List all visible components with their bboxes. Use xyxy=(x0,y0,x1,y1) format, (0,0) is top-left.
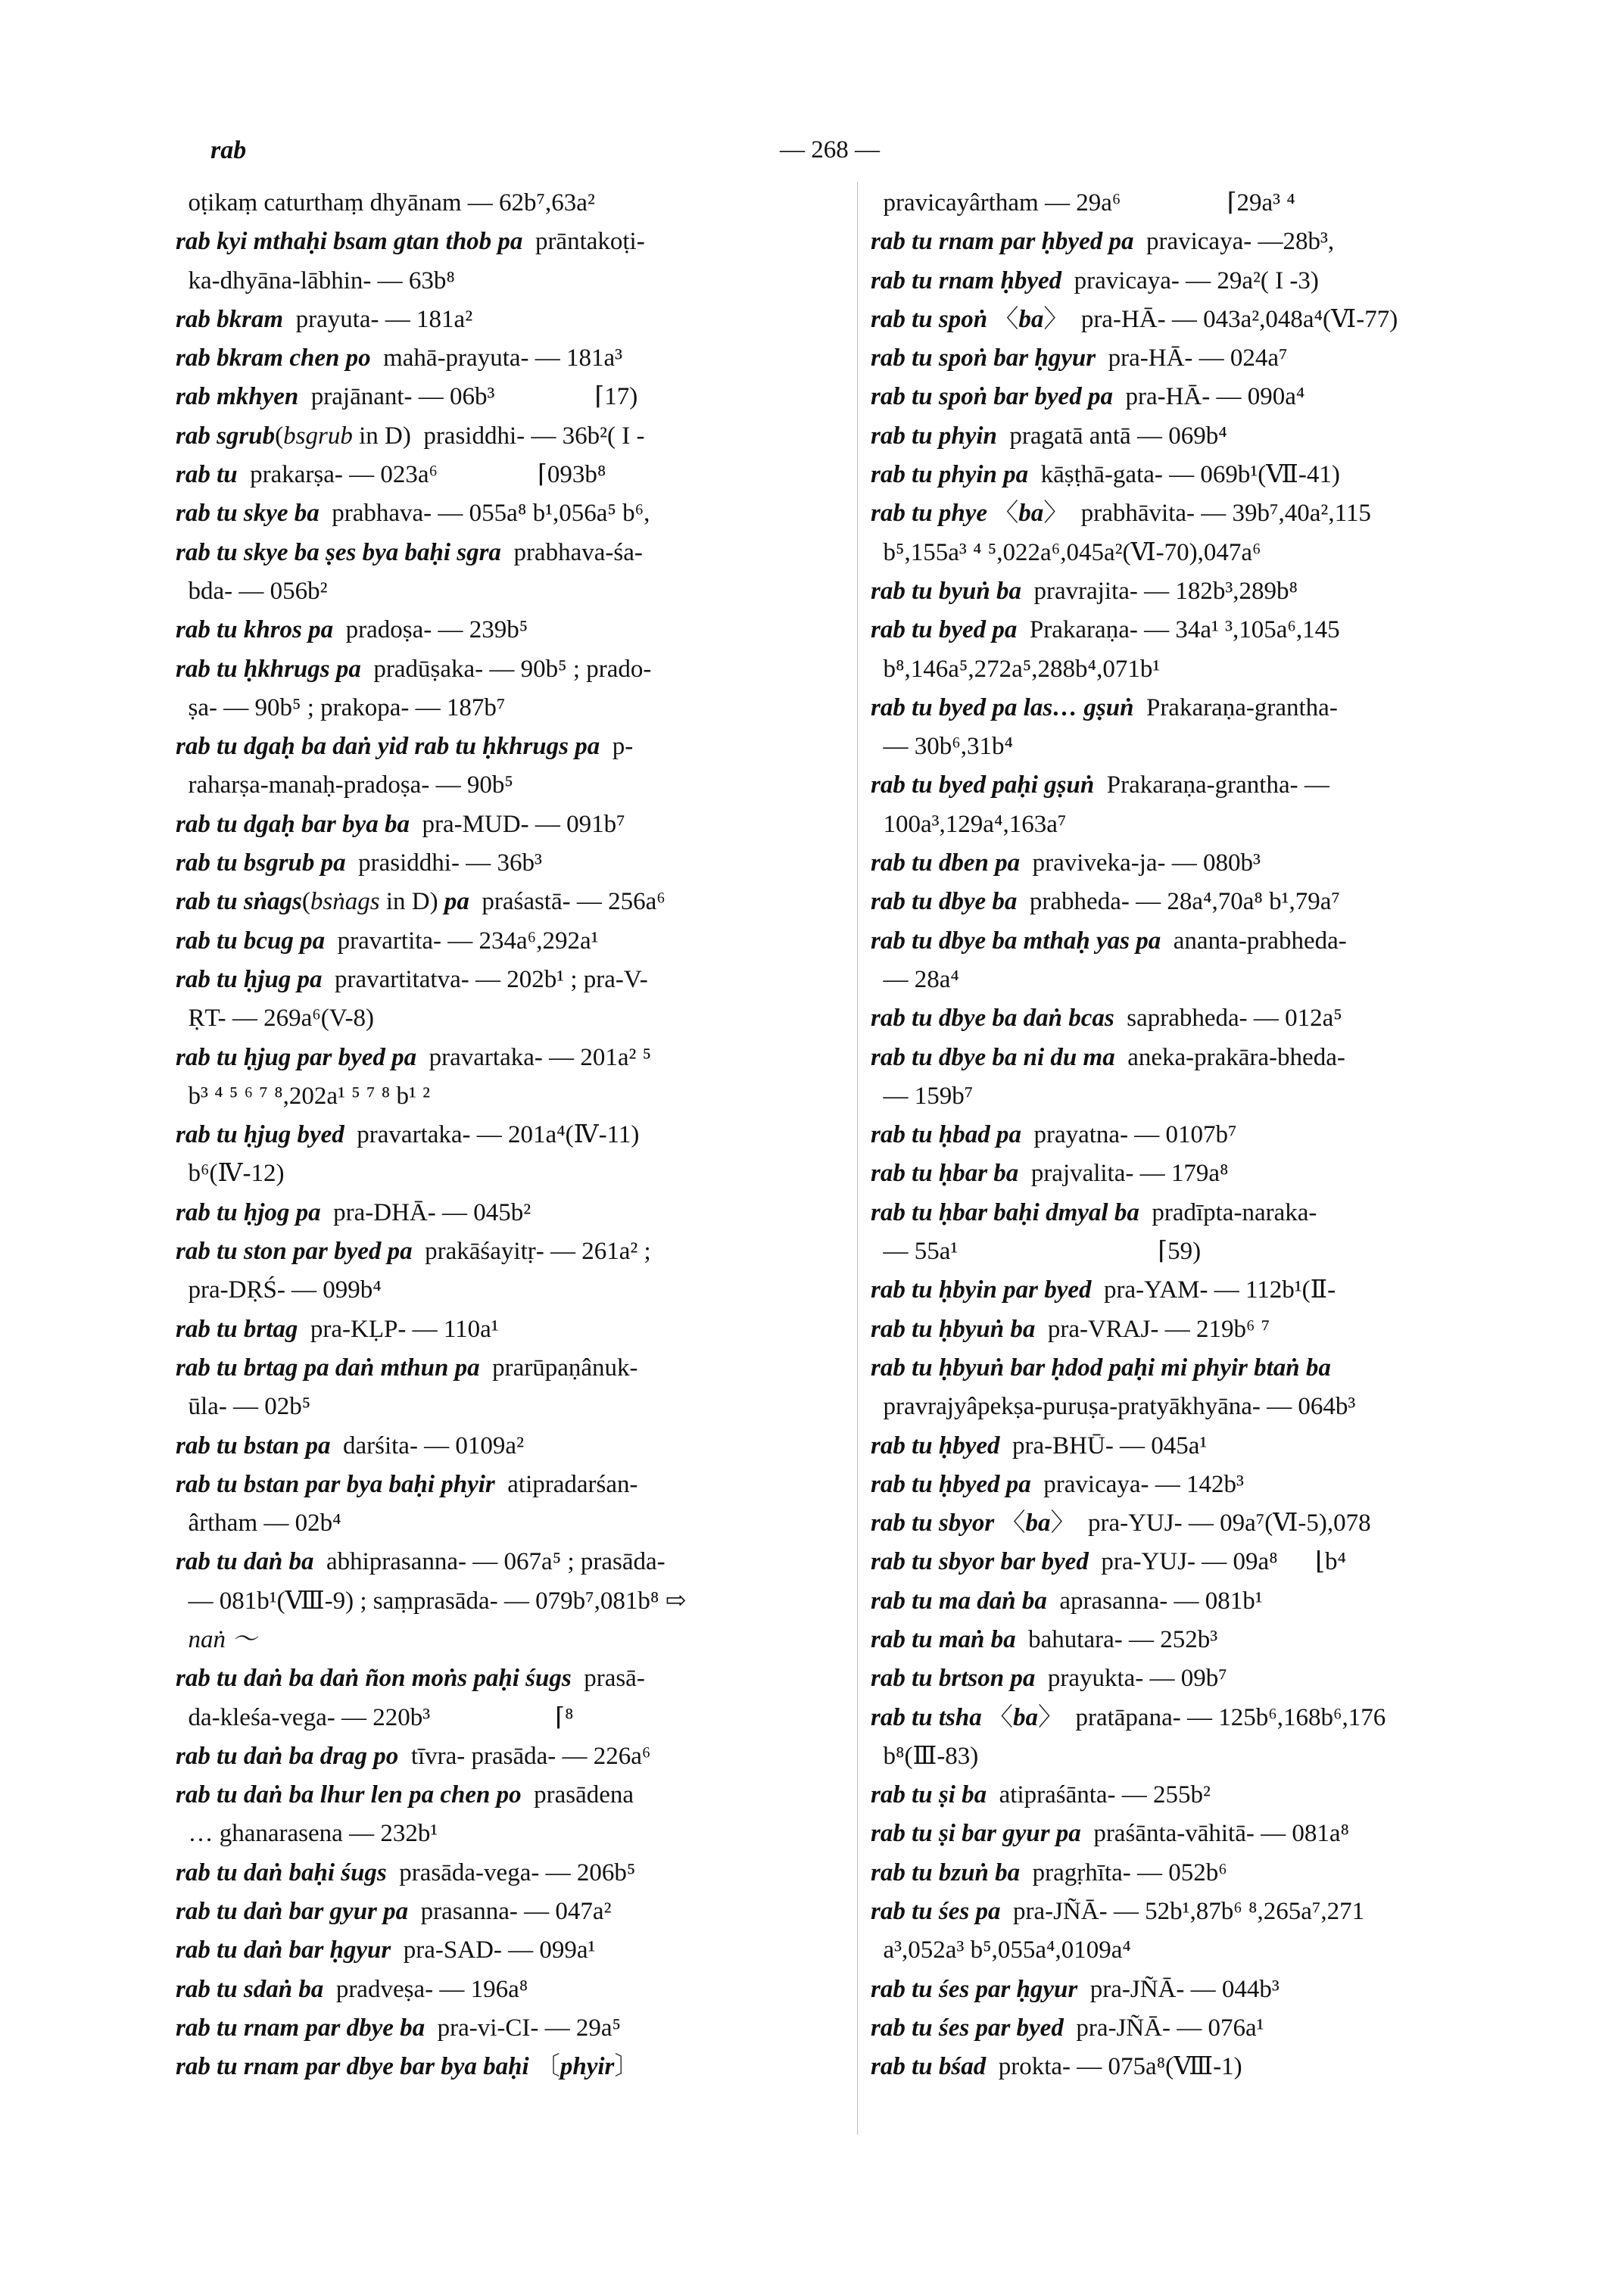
entry-line xyxy=(871,494,1507,533)
tibetan-term: rab tu spoṅ bar byed pa xyxy=(871,383,1113,411)
entry-text: Prakaraṇa-grantha- — xyxy=(1094,771,1329,799)
entry-text: pravrajyâpekṣa-puruṣa-pratyākhyāna- — 064b³ xyxy=(871,1393,1356,1421)
entry-text: pra-JÑĀ- — 076a¹ xyxy=(1063,2014,1264,2042)
tibetan-term: rab kyi mthaḥi bsam gtan thob pa xyxy=(176,228,523,256)
entry-line xyxy=(176,223,812,261)
tibetan-term: rab tu phyin pa xyxy=(871,461,1029,489)
tibetan-term: rab bkram chen po xyxy=(176,344,371,372)
entry-text: prayukta- — 09b⁷ xyxy=(1035,1665,1227,1693)
entry-text: prarūpaṇânuk- xyxy=(479,1354,638,1382)
entry-text: 〈 xyxy=(994,1509,1026,1537)
entry-text: pragatā antā — 069b⁴ xyxy=(996,422,1227,450)
entry-line xyxy=(176,1116,812,1154)
entry-text: pravartita- — 234a⁶,292a¹ xyxy=(325,927,599,955)
entry-line xyxy=(871,766,1507,805)
tibetan-term: rab tu ston par byed pa xyxy=(176,1238,413,1266)
entry-line xyxy=(176,1388,812,1426)
tibetan-term: rab tu brtag xyxy=(176,1315,298,1343)
entry-text: prabheda- — 28a⁴,70a⁸ b¹,79a⁷ xyxy=(1017,888,1340,916)
tibetan-term: rab tu śes pa xyxy=(871,1898,1001,1926)
entry-text: pra-DHĀ- — 045b² xyxy=(320,1198,531,1226)
entry-line xyxy=(176,417,812,456)
entry-line xyxy=(176,184,812,223)
entry-line xyxy=(176,766,812,805)
entry-text: ananta-prabheda- xyxy=(1161,927,1347,955)
entry-line xyxy=(176,1659,812,1698)
entry-text: prasā- xyxy=(571,1665,645,1693)
entry-line xyxy=(871,611,1507,650)
entry-text: prakāśayitṛ- — 261a² ; xyxy=(412,1238,651,1266)
entry-text: prasādena xyxy=(521,1781,634,1809)
entry-text: kāṣṭhā-gata- — 069b¹(Ⅶ-41) xyxy=(1028,461,1340,489)
entry-line xyxy=(176,727,812,766)
entry-text: tīvra- prasāda- — 226a⁶ xyxy=(398,1742,651,1770)
entry-line xyxy=(176,883,812,921)
entry-line xyxy=(871,1154,1507,1193)
entry-line xyxy=(176,1931,812,1970)
entry-text: praviveka-ja- — 080b³ xyxy=(1020,849,1261,877)
tibetan-term: rab tu daṅ bar gyur pa xyxy=(176,1898,409,1926)
tibetan-term: ba xyxy=(1018,500,1044,528)
entry-line xyxy=(871,1427,1507,1466)
entry-text: pra-SAD- — 099a¹ xyxy=(391,1936,596,1964)
entry-text: prabhava- — 055a⁸ b¹,056a⁵ b⁶, xyxy=(319,500,650,528)
entry-text: 100a³,129a⁴,163a⁷ xyxy=(871,810,1067,838)
entry-line xyxy=(176,961,812,999)
entry-text: pra-VRAJ- — 219b⁶ ⁷ xyxy=(1035,1315,1270,1343)
entry-line xyxy=(871,1039,1507,1077)
running-headword: rab xyxy=(210,136,247,164)
entry-text: abhiprasanna- — 067a⁵ ; prasāda- xyxy=(313,1548,665,1576)
entry-line xyxy=(176,689,812,727)
entry-text: 〈 xyxy=(987,500,1019,528)
tibetan-term: rab tu dbye ba mthaḥ yas pa xyxy=(871,927,1161,955)
entry-text: pra-HĀ- — 090a⁴ xyxy=(1112,383,1305,411)
entry-text: pragṛhīta- — 052b⁶ xyxy=(1020,1858,1227,1886)
entry-line xyxy=(176,378,812,416)
tibetan-term: rab bkram xyxy=(176,305,284,333)
entry-text: prayatna- — 0107b⁷ xyxy=(1021,1121,1237,1149)
tibetan-term: rab tu xyxy=(176,461,238,489)
entry-text: raharṣa-manaḥ-pradoṣa- — 90b⁵ xyxy=(176,771,513,799)
tibetan-term: rab tu dben pa xyxy=(871,849,1021,877)
entry-text: pra-BHŪ- — 045a¹ xyxy=(999,1432,1208,1460)
entry-line xyxy=(176,1154,812,1193)
tibetan-term: rab tu daṅ ba drag po xyxy=(176,1742,399,1770)
entry-line xyxy=(871,1699,1507,1737)
left-column xyxy=(176,184,812,2087)
tibetan-term: pa xyxy=(444,888,469,916)
running-head xyxy=(0,136,1624,174)
entry-line xyxy=(176,922,812,961)
tibetan-term: rab tu dbye ba xyxy=(871,888,1018,916)
entry-line xyxy=(176,1971,812,2009)
tibetan-term: rab tu khros pa xyxy=(176,616,334,644)
tibetan-term: rab tu daṅ ba daṅ ñon moṅs paḥi śugs xyxy=(176,1665,572,1693)
entry-text: pravartitatva- — 202b¹ ; pra-V- xyxy=(322,965,648,993)
entry-text: b³ ⁴ ⁵ ⁶ ⁷ ⁸,202a¹ ⁵ ⁷ ⁸ b¹ ² xyxy=(176,1082,431,1110)
entry-line xyxy=(871,727,1507,766)
entry-text: prokta- — 075a⁸(Ⅷ-1) xyxy=(986,2053,1242,2081)
tibetan-term: rab tu brtag pa daṅ mthun pa xyxy=(176,1354,480,1382)
right-column xyxy=(871,184,1507,2087)
entry-text: aneka-prakāra-bheda- xyxy=(1114,1043,1345,1071)
entry-line xyxy=(176,1194,812,1232)
tibetan-term: rab tu maṅ ba xyxy=(871,1625,1016,1653)
entry-text: pra-JÑĀ- — 044b³ xyxy=(1077,1975,1280,2003)
entry-line xyxy=(871,1466,1507,1504)
entry-text: ( xyxy=(301,888,310,916)
entry-text: pra-YAM- — 112b¹(Ⅱ- xyxy=(1091,1276,1336,1304)
entry-text: — 28a⁴ xyxy=(871,965,959,993)
entry-line xyxy=(176,1854,812,1893)
entry-line xyxy=(176,1427,812,1466)
entry-line xyxy=(176,1815,812,1853)
entry-line xyxy=(871,1504,1507,1543)
entry-line xyxy=(871,1776,1507,1815)
entry-line xyxy=(871,1621,1507,1659)
italic-note: bsgrub xyxy=(283,422,353,450)
entry-line xyxy=(176,1737,812,1776)
entry-line xyxy=(871,1931,1507,1970)
entry-line xyxy=(871,1543,1507,1581)
entry-text: — 081b¹(Ⅷ-9) ; saṃprasāda- — 079b⁷,081b⁸ ⇨ xyxy=(176,1587,687,1615)
entry-line xyxy=(176,456,812,494)
entry-text: … ghanarasena — 232b¹ xyxy=(176,1820,438,1848)
entry-line xyxy=(871,262,1507,301)
page-number: — 268 — xyxy=(780,136,880,164)
entry-line xyxy=(176,844,812,883)
entry-line xyxy=(871,883,1507,921)
entry-text: 〉 pra-HĀ- — 043a²,048a⁴(Ⅵ-77) xyxy=(1043,305,1398,333)
entry-line xyxy=(176,1776,812,1815)
entry-text: atipradarśan- xyxy=(494,1470,638,1498)
entry-text: — 30b⁶,31b⁴ xyxy=(871,733,1014,761)
entry-text: pra-YUJ- — 09a⁸ ⌊b⁴ xyxy=(1088,1548,1346,1576)
tibetan-term: rab tu ṣi bar gyur pa xyxy=(871,1820,1081,1848)
tibetan-term: rab tu dgaḥ bar bya ba xyxy=(176,810,410,838)
entry-text: praśastā- — 256a⁶ xyxy=(469,888,665,916)
tibetan-term: rab tu ṣi ba xyxy=(871,1781,987,1809)
entry-text: pravartaka- — 201a⁴(Ⅳ-11) xyxy=(344,1121,640,1149)
entry-line xyxy=(176,805,812,844)
entry-line xyxy=(176,999,812,1038)
entry-text: ṚT- — 269a⁶(V-8) xyxy=(176,1005,375,1033)
entry-text: pra-KḶP- — 110a¹ xyxy=(298,1315,499,1343)
entry-line xyxy=(176,1077,812,1116)
tibetan-term: ba xyxy=(1025,1509,1051,1537)
entry-text: ârtham — 02b⁴ xyxy=(176,1509,341,1537)
entry-line xyxy=(176,650,812,689)
tibetan-term: rab tu bsgrub pa xyxy=(176,849,346,877)
entry-line xyxy=(176,1271,812,1310)
tibetan-term: rab mkhyen xyxy=(176,383,299,411)
tibetan-term: rab tu skye ba xyxy=(176,500,320,528)
entry-text: in D) prasiddhi- — 36b²( I - xyxy=(352,422,645,450)
entry-text: atipraśānta- — 255b² xyxy=(987,1781,1211,1809)
tibetan-term: rab tu bśad xyxy=(871,2053,987,2081)
tibetan-term: rab tu ḥbyin par byed xyxy=(871,1276,1092,1304)
tibetan-term: rab tu skye ba ṣes bya baḥi sgra xyxy=(176,538,501,566)
entry-line xyxy=(176,1582,812,1621)
entry-text: prabhava-śa- xyxy=(500,538,643,566)
entry-text: bahutara- — 252b³ xyxy=(1015,1625,1218,1653)
entry-text: prasanna- — 047a² xyxy=(408,1898,612,1926)
entry-line xyxy=(871,805,1507,844)
entry-text: prasiddhi- — 36b³ xyxy=(345,849,542,877)
tibetan-term: rab tu daṅ ba lhur len pa chen po xyxy=(176,1781,522,1809)
entry-text: 〈 xyxy=(987,305,1019,333)
entry-line xyxy=(871,1116,1507,1154)
entry-text: 〔 xyxy=(528,2053,560,2081)
tibetan-term: ba xyxy=(1012,1703,1038,1731)
entry-line xyxy=(871,1232,1507,1271)
entry-text: 〉 prabhāvita- — 39b⁷,40a²,115 xyxy=(1043,500,1371,528)
entry-text: Prakaraṇa-grantha- xyxy=(1133,693,1338,721)
entry-line xyxy=(871,2048,1507,2086)
entry-line xyxy=(176,1349,812,1388)
entry-text: ūla- — 02b⁵ xyxy=(176,1393,311,1421)
entry-line xyxy=(176,1543,812,1581)
entry-text: 〈 xyxy=(981,1703,1013,1731)
entry-text: prāntakoṭi- xyxy=(522,228,645,256)
italic-note: naṅ ～ xyxy=(176,1625,257,1653)
entry-line xyxy=(176,534,812,572)
entry-line xyxy=(176,2048,812,2086)
tibetan-term: rab tu dgaḥ ba daṅ yid rab tu ḥkhrugs pa xyxy=(176,733,600,761)
tibetan-term: rab tu byuṅ ba xyxy=(871,577,1021,605)
tibetan-term: rab tu ḥbar ba xyxy=(871,1160,1019,1188)
entry-line xyxy=(176,1466,812,1504)
entry-text: mahā-prayuta- — 181a³ xyxy=(370,344,623,372)
entry-line xyxy=(871,1194,1507,1232)
entry-text: ( xyxy=(275,422,284,450)
tibetan-term: rab tu phye xyxy=(871,500,988,528)
entry-text: oṭikaṃ caturthaṃ dhyānam — 62b⁷,63a² xyxy=(176,189,595,217)
entry-line xyxy=(871,456,1507,494)
entry-line xyxy=(176,2009,812,2048)
tibetan-term: rab tu daṅ baḥi śugs xyxy=(176,1858,387,1886)
tibetan-term: rab tu ḥbad pa xyxy=(871,1121,1021,1149)
entry-line xyxy=(871,1271,1507,1310)
entry-line xyxy=(871,1893,1507,1931)
entry-text: — 55a¹ ⌈59) xyxy=(871,1238,1202,1266)
entry-line xyxy=(176,494,812,533)
entry-text: pradūṣaka- — 90b⁵ ; prado- xyxy=(360,655,652,683)
tibetan-term: rab tu spoṅ bar ḥgyur xyxy=(871,344,1096,372)
entry-text: b⁶(Ⅳ-12) xyxy=(176,1160,285,1188)
entry-text: Prakaraṇa- — 34a¹ ³,105a⁶,145 xyxy=(1017,616,1340,644)
entry-text: saprabheda- — 012a⁵ xyxy=(1114,1005,1342,1033)
tibetan-term: rab tu dbye ba daṅ bcas xyxy=(871,1005,1114,1033)
entry-text: pradoṣa- — 239b⁵ xyxy=(333,616,528,644)
tibetan-term: rab tu bcug pa xyxy=(176,927,326,955)
entry-line xyxy=(176,1893,812,1931)
entry-text: pra-DṚŚ- — 099b⁴ xyxy=(176,1276,382,1304)
entry-line xyxy=(871,1349,1507,1388)
tibetan-term: rab tu śes par byed xyxy=(871,2014,1064,2042)
entry-text: pravicaya- —28b³, xyxy=(1133,228,1335,256)
tibetan-term: rab tu sdaṅ ba xyxy=(176,1975,324,2003)
tibetan-term: rab tu ḥkhrugs pa xyxy=(176,655,361,683)
entry-text: pra-vi-CI- — 29a⁵ xyxy=(425,2014,622,2042)
entry-text: pravicayârtham — 29a⁶ ⌈29a³ ⁴ xyxy=(871,189,1295,217)
entry-text: pravartaka- — 201a² ⁵ xyxy=(416,1043,652,1071)
entry-line xyxy=(871,1737,1507,1776)
tibetan-term: rab tu ḥbyuṅ bar ḥdod paḥi mi phyir btaṅ ba xyxy=(871,1354,1331,1382)
italic-note: bsṅags xyxy=(310,888,380,916)
tibetan-term: rab tu brtson pa xyxy=(871,1665,1036,1693)
entry-text: pradveṣa- — 196a⁸ xyxy=(323,1975,528,2003)
entry-text: pravrajita- — 182b³,289b⁸ xyxy=(1021,577,1298,605)
entry-text: pra-HĀ- — 024a⁷ xyxy=(1096,344,1288,372)
entry-line xyxy=(176,611,812,650)
entry-text: in D) xyxy=(379,888,444,916)
entry-line xyxy=(871,184,1507,223)
entry-line xyxy=(871,650,1507,689)
entry-line xyxy=(176,1310,812,1349)
entry-line xyxy=(871,922,1507,961)
entry-text: prasāda-vega- — 206b⁵ xyxy=(386,1858,636,1886)
entry-text: prajvalita- — 179a⁸ xyxy=(1018,1160,1229,1188)
tibetan-term: rab tu dbye ba ni du ma xyxy=(871,1043,1115,1071)
entry-text: darśita- — 0109a² xyxy=(330,1432,524,1460)
entry-text: pravicaya- — 142b³ xyxy=(1030,1470,1244,1498)
entry-text: — 159b⁷ xyxy=(871,1082,974,1110)
entry-line xyxy=(871,1854,1507,1893)
tibetan-term: rab tu rnam par dbye bar bya baḥi xyxy=(176,2053,529,2081)
entry-line xyxy=(176,1232,812,1271)
entry-text: ṣa- — 90b⁵ ; prakopa- — 187b⁷ xyxy=(176,693,506,721)
tibetan-term: rab tu byed pa las… gṣuṅ xyxy=(871,693,1134,721)
entry-text: prakarṣa- — 023a⁶ ⌈093b⁸ xyxy=(237,461,606,489)
entry-line xyxy=(871,339,1507,378)
entry-line xyxy=(176,1039,812,1077)
entry-text: pra-MUD- — 091b⁷ xyxy=(409,810,625,838)
tibetan-term: rab tu sbyor xyxy=(871,1509,995,1537)
entry-line xyxy=(871,1077,1507,1116)
tibetan-term: rab tu śes par ḥgyur xyxy=(871,1975,1078,2003)
entry-text: 〕 xyxy=(614,2053,640,2081)
column-divider xyxy=(857,182,858,2135)
entry-line xyxy=(871,1815,1507,1853)
tibetan-term: rab tu ḥjug par byed pa xyxy=(176,1043,417,1071)
entry-line xyxy=(871,378,1507,416)
tibetan-term: rab sgrub xyxy=(176,422,276,450)
entry-text: ka-dhyāna-lābhin- — 63b⁸ xyxy=(176,266,455,294)
tibetan-term: rab tu bzuṅ ba xyxy=(871,1858,1021,1886)
tibetan-term: rab tu byed paḥi gṣuṅ xyxy=(871,771,1095,799)
entry-text: pra-JÑĀ- — 52b¹,87b⁶ ⁸,265a⁷,271 xyxy=(1000,1898,1365,1926)
tibetan-term: rab tu rnam par dbye ba xyxy=(176,2014,425,2042)
entry-line xyxy=(176,1504,812,1543)
entry-text: bda- — 056b² xyxy=(176,577,328,605)
tibetan-term: rab tu daṅ ba xyxy=(176,1548,314,1576)
tibetan-term: phyir xyxy=(560,2053,615,2081)
entry-line xyxy=(871,961,1507,999)
entry-line xyxy=(871,999,1507,1038)
tibetan-term: rab tu tsha xyxy=(871,1703,982,1731)
tibetan-term: rab tu bstan par bya baḥi phyir xyxy=(176,1470,495,1498)
tibetan-term: rab tu ḥjog pa xyxy=(176,1198,321,1226)
tibetan-term: rab tu ḥbyed xyxy=(871,1432,1000,1460)
entry-text: b⁸,146a⁵,272a⁵,288b⁴,071b¹ xyxy=(871,655,1161,683)
tibetan-term: rab tu sṅags xyxy=(176,888,302,916)
tibetan-term: rab tu ḥbyed pa xyxy=(871,1470,1031,1498)
tibetan-term: rab tu rnam ḥbyed xyxy=(871,266,1062,294)
entry-line xyxy=(871,223,1507,261)
entry-line xyxy=(871,1310,1507,1349)
entry-line xyxy=(871,1388,1507,1426)
tibetan-term: rab tu ḥbyuṅ ba xyxy=(871,1315,1036,1343)
entry-text: prayuta- — 181a² xyxy=(283,305,473,333)
entry-line xyxy=(871,301,1507,339)
entry-line xyxy=(176,262,812,301)
entry-line xyxy=(176,301,812,339)
tibetan-term: rab tu rnam par ḥbyed pa xyxy=(871,228,1134,256)
entry-line xyxy=(871,417,1507,456)
tibetan-term: rab tu ḥjug byed xyxy=(176,1121,344,1149)
tibetan-term: rab tu spoṅ xyxy=(871,305,988,333)
tibetan-term: rab tu ḥbar baḥi dmyal ba xyxy=(871,1198,1139,1226)
tibetan-term: rab tu ḥjug pa xyxy=(176,965,323,993)
entry-text: prajānant- — 06b³ ⌈17) xyxy=(298,383,638,411)
entry-line xyxy=(871,534,1507,572)
entry-text: b⁵,155a³ ⁴ ⁵,022a⁶,045a²(Ⅵ-70),047a⁶ xyxy=(871,538,1261,566)
entry-text: aprasanna- — 081b¹ xyxy=(1046,1587,1263,1615)
entry-line xyxy=(176,572,812,611)
tibetan-term: rab tu sbyor bar byed xyxy=(871,1548,1089,1576)
entry-text: pravicaya- — 29a²( I -3) xyxy=(1061,266,1319,294)
entry-text: b⁸(Ⅲ-83) xyxy=(871,1742,979,1770)
entry-line xyxy=(871,844,1507,883)
entry-line xyxy=(871,2009,1507,2048)
tibetan-term: rab tu phyin xyxy=(871,422,997,450)
entry-line xyxy=(871,1582,1507,1621)
entry-line xyxy=(176,1621,812,1659)
tibetan-term: ba xyxy=(1018,305,1044,333)
entry-line xyxy=(176,1699,812,1737)
tibetan-term: rab tu daṅ bar ḥgyur xyxy=(176,1936,391,1964)
tibetan-term: rab tu ma daṅ ba xyxy=(871,1587,1047,1615)
entry-text: pradīpta-naraka- xyxy=(1139,1198,1317,1226)
entry-line xyxy=(871,572,1507,611)
entry-line xyxy=(176,339,812,378)
tibetan-term: rab tu bstan pa xyxy=(176,1432,331,1460)
entry-line xyxy=(871,689,1507,727)
entry-text: a³,052a³ b⁵,055a⁴,0109a⁴ xyxy=(871,1936,1131,1964)
tibetan-term: rab tu byed pa xyxy=(871,616,1018,644)
entry-line xyxy=(871,1971,1507,2009)
entry-line xyxy=(871,1659,1507,1698)
entry-text: p- xyxy=(600,733,634,761)
entry-text: praśānta-vāhitā- — 081a⁸ xyxy=(1080,1820,1350,1848)
entry-text: 〉 pratāpana- — 125b⁶,168b⁶,176 xyxy=(1037,1703,1386,1731)
entry-text: da-kleśa-vega- — 220b³ ⌈⁸ xyxy=(176,1703,574,1731)
entry-text: 〉 pra-YUJ- — 09a⁷(Ⅵ-5),078 xyxy=(1050,1509,1371,1537)
